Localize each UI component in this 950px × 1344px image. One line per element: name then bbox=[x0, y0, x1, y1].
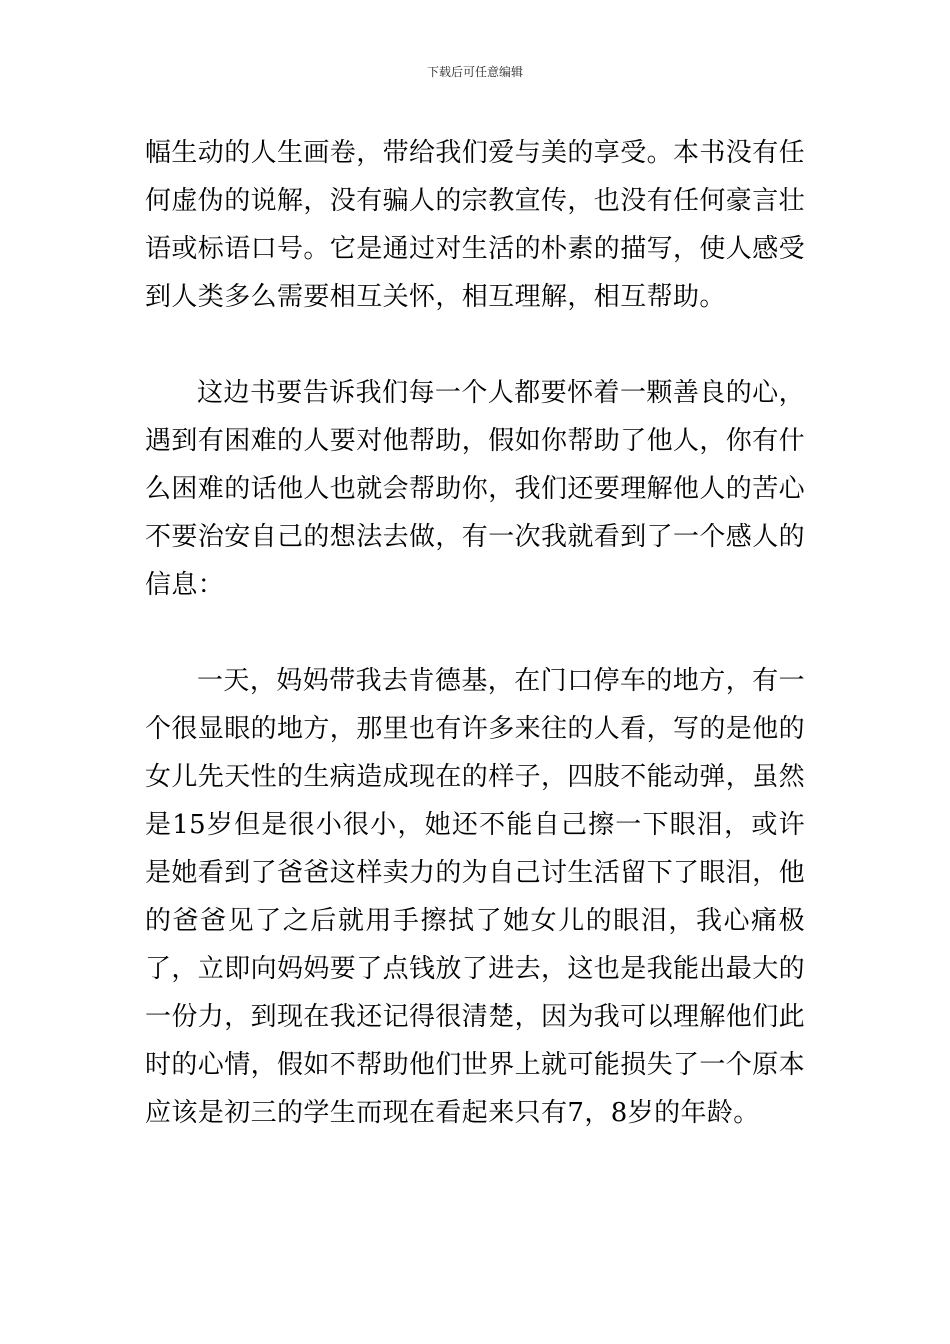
paragraph-gap bbox=[145, 609, 805, 657]
paragraph-3: 一天，妈妈带我去肯德基，在门口停车的地方，有一个很显眼的地方，那里也有许多来往的人看，写的是他的女儿先天性的生病造成现在的样子，四肢不能动弹，虽然是15岁但是很小很小，她还不能自己擦一下眼泪，或许是她看到了爸爸这样卖力的为自己讨生活留下了眼泪，他的爸爸见了之后就用手擦拭了她女儿的眼泪，我心痛极了，立即向妈妈要了点钱放了进去，这也是我能出最大的一份力，到现在我还记得很清楚，因为我可以理解他们此时的心情，假如不帮助他们世界上就可能损失了一个原本应该是初三的学生而现在看起来只有7，8岁的年龄。 bbox=[145, 666, 806, 1128]
paragraph-1: 幅生动的人生画卷，带给我们爱与美的享受。本书没有任何虚伪的说解，没有骗人的宗教宣传，也没有任何豪言壮语或标语口号。它是通过对生活的朴素的描写，使人感受到人类多么需要相互关怀，相互理解，相互帮助。 bbox=[145, 138, 806, 312]
header-note: 下载后可任意编辑 bbox=[426, 65, 523, 79]
paragraph-gap bbox=[145, 321, 805, 369]
body-text bbox=[145, 129, 805, 1137]
paragraph-2: 这边书要告诉我们每一个人都要怀着一颗善良的心，遇到有困难的人要对他帮助，假如你帮助了他人，你有什么困难的话他人也就会帮助你，我们还要理解他人的苦心不要治安自己的想法去做，有一次我就看到了一个感人的信息： bbox=[145, 378, 806, 600]
